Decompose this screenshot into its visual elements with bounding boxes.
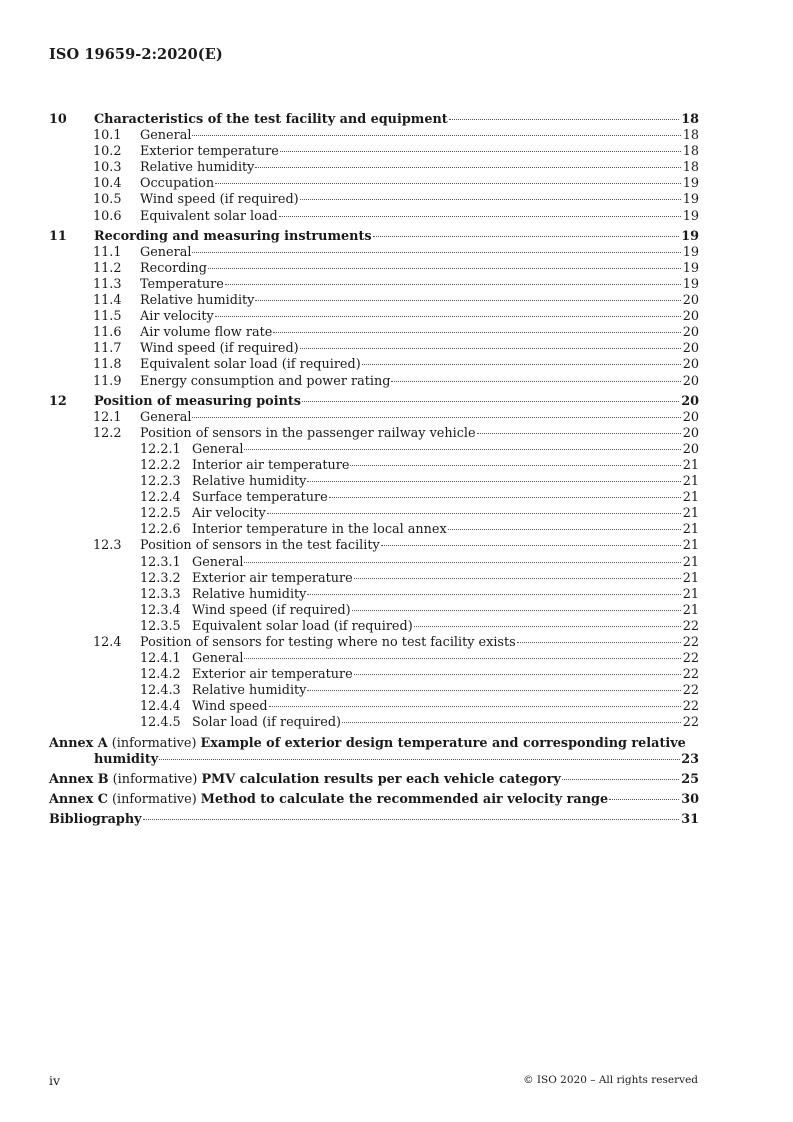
toc-title: Relative humidity bbox=[192, 586, 307, 602]
toc-title: Position of measuring points bbox=[94, 393, 301, 409]
toc-number: 12.4.4 bbox=[140, 699, 181, 715]
toc-number: 10.2 bbox=[93, 144, 122, 160]
toc-entry[interactable] bbox=[49, 506, 699, 522]
toc-entry-bibliography[interactable] bbox=[49, 812, 699, 828]
toc-page: 19 bbox=[682, 260, 699, 276]
toc-page: 18 bbox=[682, 144, 699, 160]
toc-page: 22 bbox=[682, 651, 699, 667]
toc-entry-annex-a[interactable] bbox=[49, 736, 699, 768]
toc-entry[interactable] bbox=[49, 128, 699, 144]
annex-title: PMV calculation results per each vehicle category bbox=[201, 771, 561, 787]
toc-entry[interactable] bbox=[49, 619, 699, 635]
toc-entry[interactable] bbox=[49, 209, 699, 225]
toc-page: 20 bbox=[682, 341, 699, 357]
toc-page: 21 bbox=[682, 538, 699, 554]
toc-entry[interactable] bbox=[49, 261, 699, 277]
toc-entry[interactable] bbox=[49, 667, 699, 683]
annex-label: Annex C bbox=[49, 791, 108, 807]
toc-entry[interactable] bbox=[49, 571, 699, 587]
toc-number: 12.2.5 bbox=[140, 506, 181, 522]
toc-title: Position of sensors in the passenger railway vehicle bbox=[140, 425, 476, 441]
toc-entry[interactable] bbox=[49, 715, 699, 731]
toc-title: Air volume flow rate bbox=[140, 325, 273, 341]
toc-entry[interactable] bbox=[49, 410, 699, 426]
toc-title: Wind speed (if required) bbox=[192, 602, 351, 618]
toc-number: 12.4.2 bbox=[140, 667, 181, 683]
toc-entry[interactable] bbox=[49, 555, 699, 571]
toc-title: Exterior air temperature bbox=[192, 570, 353, 586]
toc-title: Interior air temperature bbox=[192, 457, 350, 473]
annex-type: (informative) bbox=[112, 791, 197, 807]
toc-entry[interactable] bbox=[49, 309, 699, 325]
toc-page: 20 bbox=[682, 425, 699, 441]
toc-number: 11.6 bbox=[93, 325, 122, 341]
toc-page: 21 bbox=[682, 586, 699, 602]
toc-number: 10 bbox=[49, 112, 67, 127]
table-of-contents bbox=[49, 112, 699, 828]
toc-page: 21 bbox=[682, 554, 699, 570]
toc-number: 10.1 bbox=[93, 128, 122, 144]
copyright-notice: © ISO 2020 – All rights reserved bbox=[523, 1074, 698, 1086]
toc-entry[interactable] bbox=[49, 144, 699, 160]
toc-title: Relative humidity bbox=[192, 474, 307, 490]
toc-number: 12.2 bbox=[93, 425, 122, 441]
toc-number: 12.2.4 bbox=[140, 490, 181, 506]
toc-page: 18 bbox=[681, 112, 699, 127]
toc-title: Exterior temperature bbox=[140, 144, 279, 160]
toc-page: 20 bbox=[682, 357, 699, 373]
annex-type: (informative) bbox=[111, 735, 197, 751]
annex-type: (informative) bbox=[112, 771, 198, 787]
toc-title: General bbox=[192, 651, 244, 667]
toc-entry-12[interactable] bbox=[49, 394, 699, 410]
toc-number: 11.7 bbox=[93, 341, 122, 357]
toc-title: Exterior air temperature bbox=[192, 667, 353, 683]
toc-number: 11.4 bbox=[93, 293, 122, 309]
toc-entry[interactable] bbox=[49, 160, 699, 176]
toc-page: 22 bbox=[682, 683, 699, 699]
toc-number: 12.2.6 bbox=[140, 522, 181, 538]
toc-page: 19 bbox=[681, 228, 699, 244]
toc-page: 31 bbox=[681, 811, 699, 827]
toc-entry[interactable] bbox=[49, 245, 699, 261]
toc-title: Air velocity bbox=[140, 309, 214, 325]
toc-page: 18 bbox=[682, 128, 699, 144]
toc-entry[interactable] bbox=[49, 176, 699, 192]
toc-title: Position of sensors for testing where no test facility exists bbox=[140, 635, 516, 650]
toc-number: 10.6 bbox=[93, 208, 122, 224]
annex-title-continued: humidity bbox=[94, 751, 159, 767]
toc-title: Wind speed (if required) bbox=[140, 341, 299, 357]
toc-page: 20 bbox=[682, 293, 699, 309]
toc-number: 12.3.2 bbox=[140, 570, 181, 586]
toc-title: Occupation bbox=[140, 176, 215, 192]
toc-entry[interactable] bbox=[49, 293, 699, 309]
toc-page: 23 bbox=[681, 751, 699, 767]
toc-title: General bbox=[140, 244, 192, 260]
toc-title: Interior temperature in the local annex bbox=[192, 522, 447, 538]
toc-number: 12.3.5 bbox=[140, 618, 181, 634]
toc-entry[interactable] bbox=[49, 587, 699, 603]
toc-number: 12.4.5 bbox=[140, 715, 181, 731]
toc-page: 19 bbox=[682, 192, 699, 208]
toc-title: Bibliography bbox=[49, 811, 142, 827]
toc-title: General bbox=[192, 441, 244, 457]
toc-number: 11.9 bbox=[93, 373, 122, 389]
toc-page: 21 bbox=[682, 602, 699, 618]
toc-entry[interactable] bbox=[49, 426, 699, 442]
toc-number: 10.5 bbox=[93, 192, 122, 208]
toc-number: 12.3.3 bbox=[140, 586, 181, 602]
toc-page: 30 bbox=[681, 791, 699, 807]
toc-title: Recording bbox=[140, 260, 207, 276]
toc-page: 21 bbox=[682, 474, 699, 490]
toc-entry[interactable] bbox=[49, 277, 699, 293]
toc-entry[interactable] bbox=[49, 490, 699, 506]
toc-number: 12.3.4 bbox=[140, 602, 181, 618]
toc-title: Surface temperature bbox=[192, 490, 328, 506]
toc-entry-11[interactable] bbox=[49, 229, 699, 245]
toc-page: 21 bbox=[682, 490, 699, 506]
toc-number: 12.3.1 bbox=[140, 554, 181, 570]
annex-label: Annex B bbox=[49, 771, 109, 787]
toc-entry[interactable] bbox=[49, 374, 699, 390]
toc-entry[interactable] bbox=[49, 538, 699, 554]
toc-page: 19 bbox=[682, 244, 699, 260]
toc-page: 20 bbox=[682, 309, 699, 325]
toc-number: 11 bbox=[49, 228, 67, 244]
toc-number: 12.4.3 bbox=[140, 683, 181, 699]
toc-title: Equivalent solar load (if required) bbox=[140, 357, 361, 373]
toc-number: 12.2.2 bbox=[140, 457, 181, 473]
toc-number: 12 bbox=[49, 393, 67, 409]
toc-page: 20 bbox=[682, 409, 699, 425]
toc-title: Air velocity bbox=[192, 506, 266, 522]
toc-page: 20 bbox=[682, 441, 699, 457]
toc-page: 22 bbox=[682, 667, 699, 683]
toc-entry[interactable] bbox=[49, 522, 699, 538]
toc-number: 12.4 bbox=[93, 635, 122, 650]
toc-page: 19 bbox=[682, 276, 699, 292]
toc-entry[interactable] bbox=[49, 474, 699, 490]
toc-number: 10.4 bbox=[93, 176, 122, 192]
toc-entry[interactable] bbox=[49, 635, 699, 651]
toc-page: 19 bbox=[682, 208, 699, 224]
toc-page: 22 bbox=[682, 618, 699, 634]
toc-title: Equivalent solar load (if required) bbox=[192, 618, 413, 634]
toc-entry-annex-c[interactable] bbox=[49, 792, 699, 808]
toc-title: General bbox=[192, 554, 244, 570]
toc-number: 11.5 bbox=[93, 309, 122, 325]
toc-number: 11.8 bbox=[93, 357, 122, 373]
toc-title: Relative humidity bbox=[192, 683, 307, 699]
toc-number: 11.1 bbox=[93, 244, 122, 260]
toc-title: Solar load (if required) bbox=[192, 715, 342, 731]
toc-page: 18 bbox=[682, 160, 699, 176]
toc-title: Wind speed bbox=[192, 699, 268, 715]
toc-number: 12.2.1 bbox=[140, 441, 181, 457]
toc-title: Relative humidity bbox=[140, 160, 255, 176]
document-id-header: ISO 19659-2:2020(E) bbox=[49, 46, 223, 63]
toc-page: 20 bbox=[682, 373, 699, 389]
toc-page: 25 bbox=[681, 771, 699, 787]
toc-entry[interactable] bbox=[49, 458, 699, 474]
toc-number: 12.4.1 bbox=[140, 651, 181, 667]
toc-entry[interactable] bbox=[49, 442, 699, 458]
toc-page: 21 bbox=[682, 506, 699, 522]
toc-number: 12.1 bbox=[93, 409, 122, 425]
toc-entry[interactable] bbox=[49, 325, 699, 341]
toc-entry[interactable] bbox=[49, 603, 699, 619]
annex-label: Annex A bbox=[49, 735, 108, 751]
toc-entry[interactable] bbox=[49, 192, 699, 208]
toc-title: General bbox=[140, 128, 192, 144]
toc-number: 11.2 bbox=[93, 260, 122, 276]
toc-number: 12.3 bbox=[93, 538, 122, 554]
toc-page: 20 bbox=[681, 393, 699, 409]
toc-entry[interactable] bbox=[49, 651, 699, 667]
toc-title: Wind speed (if required) bbox=[140, 192, 299, 208]
toc-entry[interactable] bbox=[49, 357, 699, 373]
toc-page: 22 bbox=[682, 699, 699, 715]
toc-entry[interactable] bbox=[49, 699, 699, 715]
toc-number: 10.3 bbox=[93, 160, 122, 176]
toc-entry-annex-b[interactable] bbox=[49, 772, 699, 788]
toc-page: 19 bbox=[682, 176, 699, 192]
toc-title: Characteristics of the test facility and equipment bbox=[94, 112, 448, 127]
toc-page: 21 bbox=[682, 570, 699, 586]
toc-page: 21 bbox=[682, 457, 699, 473]
toc-title: General bbox=[140, 409, 192, 425]
toc-title: Recording and measuring instruments bbox=[94, 228, 372, 244]
toc-number: 11.3 bbox=[93, 276, 122, 292]
toc-page: 22 bbox=[682, 635, 699, 650]
toc-title: Equivalent solar load bbox=[140, 208, 278, 224]
toc-number: 12.2.3 bbox=[140, 474, 181, 490]
toc-title: Energy consumption and power rating bbox=[140, 373, 391, 389]
toc-page: 21 bbox=[682, 522, 699, 538]
toc-title: Position of sensors in the test facility bbox=[140, 538, 380, 554]
toc-entry[interactable] bbox=[49, 683, 699, 699]
toc-entry[interactable] bbox=[49, 341, 699, 357]
toc-title: Relative humidity bbox=[140, 293, 255, 309]
toc-entry-10[interactable] bbox=[49, 112, 699, 128]
annex-title: Method to calculate the recommended air velocity range bbox=[200, 791, 609, 807]
page-number: iv bbox=[49, 1073, 61, 1088]
toc-title: Temperature bbox=[140, 276, 224, 292]
toc-page: 20 bbox=[682, 325, 699, 341]
annex-title: Example of exterior design temperature and corresponding relative bbox=[200, 735, 686, 751]
toc-page: 22 bbox=[682, 715, 699, 731]
